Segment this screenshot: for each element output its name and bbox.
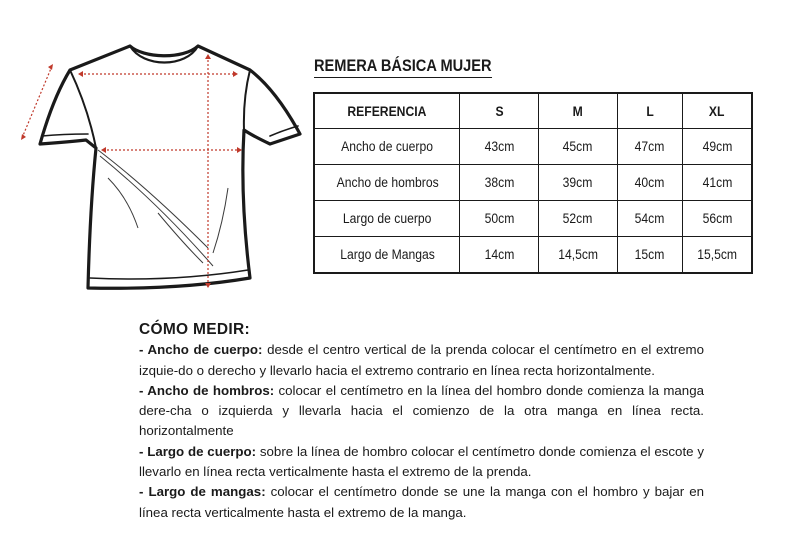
cell-value: 45cm [539,129,617,165]
instruction-sleeve-length [139,482,704,523]
cell-value: 54cm [617,201,682,237]
cell-value: 40cm [617,165,682,201]
header-size-xl: XL [683,93,752,129]
cell-value: 14,5cm [539,237,617,274]
cell-value: 56cm [683,201,752,237]
cell-value: 38cm [460,165,539,201]
instruction-body-width [139,340,704,381]
row-label: Largo de Mangas [314,237,460,274]
row-label: Ancho de cuerpo [314,129,460,165]
table-row [314,165,752,201]
cell-value: 47cm [617,129,682,165]
how-to-measure-section [139,320,704,523]
cell-value: 49cm [683,129,752,165]
product-title: REMERA BÁSICA MUJER [314,56,492,78]
row-label: Ancho de hombros [314,165,460,201]
instruction-label: - Largo de cuerpo: [139,443,257,459]
size-table-header-row [314,93,752,129]
table-row [314,237,752,274]
instruction-text: desde el centro vertical de la prenda colocar el centímetro en el extremo izquie-do o derecho y llevarlo hacia el extremo contrario en línea recta horizontalmente. [139,342,704,378]
header-size-m: M [539,93,617,129]
instruction-text: colocar el centímetro en la línea del hombro donde comienza la manga dere-cha o izquierda y llevarla hacia el comienzo de la otra manga en línea recta. horizontalmente [139,382,704,439]
cell-value: 41cm [683,165,752,201]
instruction-label: - Ancho de hombros: [139,382,275,398]
header-reference: REFERENCIA [314,93,460,129]
instruction-label: - Largo de mangas: [139,484,266,500]
size-table [313,92,753,274]
row-label: Largo de cuerpo [314,201,460,237]
header-size-s: S [460,93,539,129]
cell-value: 52cm [539,201,617,237]
instruction-label: - Ancho de cuerpo: [139,342,263,358]
instruction-shoulder-width [139,381,704,442]
tshirt-measurement-illustration [8,38,308,298]
cell-value: 39cm [539,165,617,201]
cell-value: 43cm [460,129,539,165]
cell-value: 50cm [460,201,539,237]
cell-value: 14cm [460,237,539,274]
instruction-text: sobre la línea de hombro colocar el centímetro donde comienza el escote y llevarlo en línea recta verticalmente hasta el extremo de la prenda. [139,443,704,480]
header-size-l: L [617,93,682,129]
cell-value: 15cm [617,237,682,274]
cell-value: 15,5cm [683,237,752,274]
instruction-body-length [139,442,704,483]
instruction-text: colocar el centímetro donde se une la manga con el hombro y bajar en línea recta verticalmente hasta el extremo de la manga. [139,484,704,520]
how-to-measure-title: CÓMO MEDIR: [139,321,250,338]
table-row [314,201,752,237]
table-row [314,129,752,165]
